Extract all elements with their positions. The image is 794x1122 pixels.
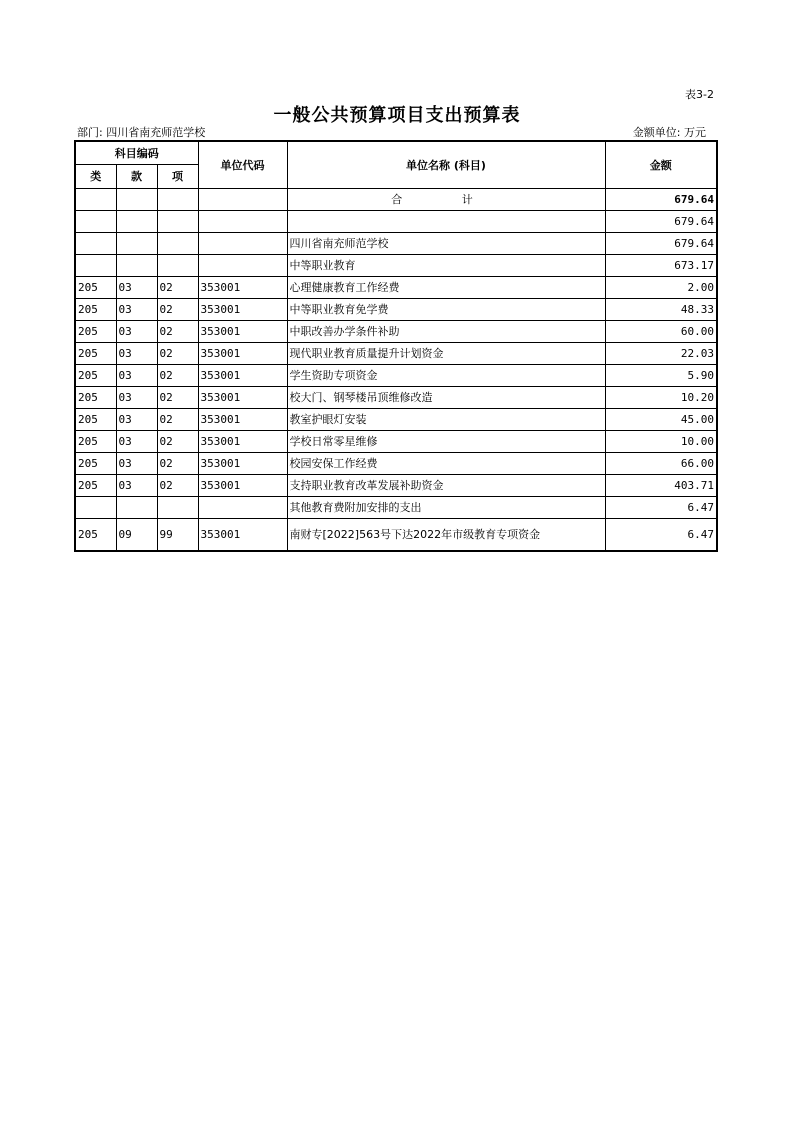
cell-amount: 45.00 bbox=[605, 408, 717, 430]
budget-table bbox=[74, 140, 718, 552]
cell-unit-name: 学生资助专项资金 bbox=[287, 364, 605, 386]
table-row bbox=[75, 518, 717, 551]
cell-xiang: 02 bbox=[157, 342, 198, 364]
cell-xiang: 02 bbox=[157, 298, 198, 320]
cell-unit-name: 心理健康教育工作经费 bbox=[287, 276, 605, 298]
cell-amount: 22.03 bbox=[605, 342, 717, 364]
cell-lei: 205 bbox=[75, 474, 116, 496]
cell-xiang: 02 bbox=[157, 452, 198, 474]
cell-unit-name: 校大门、钢琴楼吊顶维修改造 bbox=[287, 386, 605, 408]
table-row bbox=[75, 210, 717, 232]
cell-unit-name: 中职改善办学条件补助 bbox=[287, 320, 605, 342]
cell-xiang: 02 bbox=[157, 276, 198, 298]
cell-kuan bbox=[116, 210, 157, 232]
total-row bbox=[75, 188, 717, 210]
cell-kuan: 09 bbox=[116, 518, 157, 551]
cell-unit-code: 353001 bbox=[198, 386, 287, 408]
cell-unit-code bbox=[198, 232, 287, 254]
cell-kuan: 03 bbox=[116, 386, 157, 408]
cell-kuan: 03 bbox=[116, 320, 157, 342]
cell-unit-name: 学校日常零星维修 bbox=[287, 430, 605, 452]
cell-lei bbox=[75, 496, 116, 518]
table-row bbox=[75, 386, 717, 408]
cell-lei: 205 bbox=[75, 430, 116, 452]
subject-code-header: 科目编码 bbox=[75, 141, 198, 164]
table-row bbox=[75, 496, 717, 518]
table-row bbox=[75, 320, 717, 342]
cell-amount: 679.64 bbox=[605, 210, 717, 232]
cell-unit-code: 353001 bbox=[198, 298, 287, 320]
cell-amount: 60.00 bbox=[605, 320, 717, 342]
cell-xiang bbox=[157, 188, 198, 210]
cell-amount: 66.00 bbox=[605, 452, 717, 474]
cell-xiang: 02 bbox=[157, 474, 198, 496]
cell-lei bbox=[75, 210, 116, 232]
cell-lei: 205 bbox=[75, 408, 116, 430]
cell-xiang: 02 bbox=[157, 430, 198, 452]
cell-unit-code: 353001 bbox=[198, 364, 287, 386]
cell-unit-code bbox=[198, 210, 287, 232]
cell-unit-name: 其他教育费附加安排的支出 bbox=[287, 496, 605, 518]
cell-kuan: 03 bbox=[116, 452, 157, 474]
cell-xiang: 02 bbox=[157, 386, 198, 408]
cell-unit-name: 四川省南充师范学校 bbox=[287, 232, 605, 254]
cell-unit-name: 支持职业教育改革发展补助资金 bbox=[287, 474, 605, 496]
cell-kuan bbox=[116, 496, 157, 518]
table-row bbox=[75, 232, 717, 254]
cell-amount: 10.20 bbox=[605, 386, 717, 408]
table-body bbox=[75, 188, 717, 551]
cell-unit-code: 353001 bbox=[198, 408, 287, 430]
cell-xiang bbox=[157, 254, 198, 276]
cell-amount: 48.33 bbox=[605, 298, 717, 320]
table-row bbox=[75, 408, 717, 430]
cell-lei: 205 bbox=[75, 298, 116, 320]
table-row bbox=[75, 364, 717, 386]
table-row bbox=[75, 474, 717, 496]
cell-xiang bbox=[157, 210, 198, 232]
cell-lei bbox=[75, 232, 116, 254]
cell-unit-code bbox=[198, 496, 287, 518]
amount-unit-label: 金额单位: 万元 bbox=[632, 126, 706, 139]
cell-kuan: 03 bbox=[116, 364, 157, 386]
cell-amount: 679.64 bbox=[605, 188, 717, 210]
table-number: 表3-2 bbox=[685, 88, 714, 101]
cell-kuan: 03 bbox=[116, 298, 157, 320]
cell-unit-name: 中等职业教育免学费 bbox=[287, 298, 605, 320]
cell-lei: 205 bbox=[75, 276, 116, 298]
cell-kuan bbox=[116, 254, 157, 276]
table-row bbox=[75, 342, 717, 364]
cell-amount: 403.71 bbox=[605, 474, 717, 496]
cell-unit-name: 中等职业教育 bbox=[287, 254, 605, 276]
cell-unit-code: 353001 bbox=[198, 320, 287, 342]
cell-unit-code: 353001 bbox=[198, 474, 287, 496]
cell-lei: 205 bbox=[75, 364, 116, 386]
table-row bbox=[75, 254, 717, 276]
table-row bbox=[75, 452, 717, 474]
cell-kuan: 03 bbox=[116, 408, 157, 430]
cell-unit-code bbox=[198, 254, 287, 276]
cell-lei: 205 bbox=[75, 342, 116, 364]
cell-amount: 5.90 bbox=[605, 364, 717, 386]
lei-header: 类 bbox=[75, 164, 116, 188]
cell-unit-code: 353001 bbox=[198, 430, 287, 452]
cell-unit-code: 353001 bbox=[198, 342, 287, 364]
cell-unit-name: 南财专[2022]563号下达2022年市级教育专项资金 bbox=[287, 518, 605, 551]
cell-unit-name: 校园安保工作经费 bbox=[287, 452, 605, 474]
cell-unit-name bbox=[287, 210, 605, 232]
cell-amount: 6.47 bbox=[605, 518, 717, 551]
cell-lei: 205 bbox=[75, 518, 116, 551]
cell-lei: 205 bbox=[75, 386, 116, 408]
cell-xiang: 99 bbox=[157, 518, 198, 551]
cell-amount: 673.17 bbox=[605, 254, 717, 276]
cell-xiang: 02 bbox=[157, 364, 198, 386]
cell-kuan: 03 bbox=[116, 430, 157, 452]
cell-lei bbox=[75, 254, 116, 276]
cell-kuan: 03 bbox=[116, 474, 157, 496]
cell-unit-name: 教室护眼灯安装 bbox=[287, 408, 605, 430]
cell-lei: 205 bbox=[75, 320, 116, 342]
cell-xiang: 02 bbox=[157, 320, 198, 342]
cell-xiang: 02 bbox=[157, 408, 198, 430]
department-label: 部门: 四川省南充师范学校 bbox=[77, 126, 206, 139]
unit-code-header: 单位代码 bbox=[198, 141, 287, 188]
unit-name-header: 单位名称 (科目) bbox=[287, 141, 605, 188]
cell-unit-code bbox=[198, 188, 287, 210]
cell-kuan bbox=[116, 188, 157, 210]
cell-amount: 6.47 bbox=[605, 496, 717, 518]
kuan-header: 款 bbox=[116, 164, 157, 188]
cell-lei bbox=[75, 188, 116, 210]
table-row bbox=[75, 298, 717, 320]
cell-kuan: 03 bbox=[116, 342, 157, 364]
cell-unit-code: 353001 bbox=[198, 452, 287, 474]
xiang-header: 项 bbox=[157, 164, 198, 188]
cell-amount: 10.00 bbox=[605, 430, 717, 452]
cell-kuan: 03 bbox=[116, 276, 157, 298]
cell-xiang bbox=[157, 232, 198, 254]
cell-unit-name: 现代职业教育质量提升计划资金 bbox=[287, 342, 605, 364]
cell-xiang bbox=[157, 496, 198, 518]
table-row bbox=[75, 276, 717, 298]
cell-unit-name: 合 计 bbox=[287, 188, 605, 210]
cell-lei: 205 bbox=[75, 452, 116, 474]
cell-unit-code: 353001 bbox=[198, 518, 287, 551]
cell-unit-code: 353001 bbox=[198, 276, 287, 298]
amount-header: 金额 bbox=[605, 141, 717, 188]
table-row bbox=[75, 430, 717, 452]
cell-kuan bbox=[116, 232, 157, 254]
cell-amount: 679.64 bbox=[605, 232, 717, 254]
page-title: 一般公共预算项目支出预算表 bbox=[273, 105, 521, 126]
cell-amount: 2.00 bbox=[605, 276, 717, 298]
